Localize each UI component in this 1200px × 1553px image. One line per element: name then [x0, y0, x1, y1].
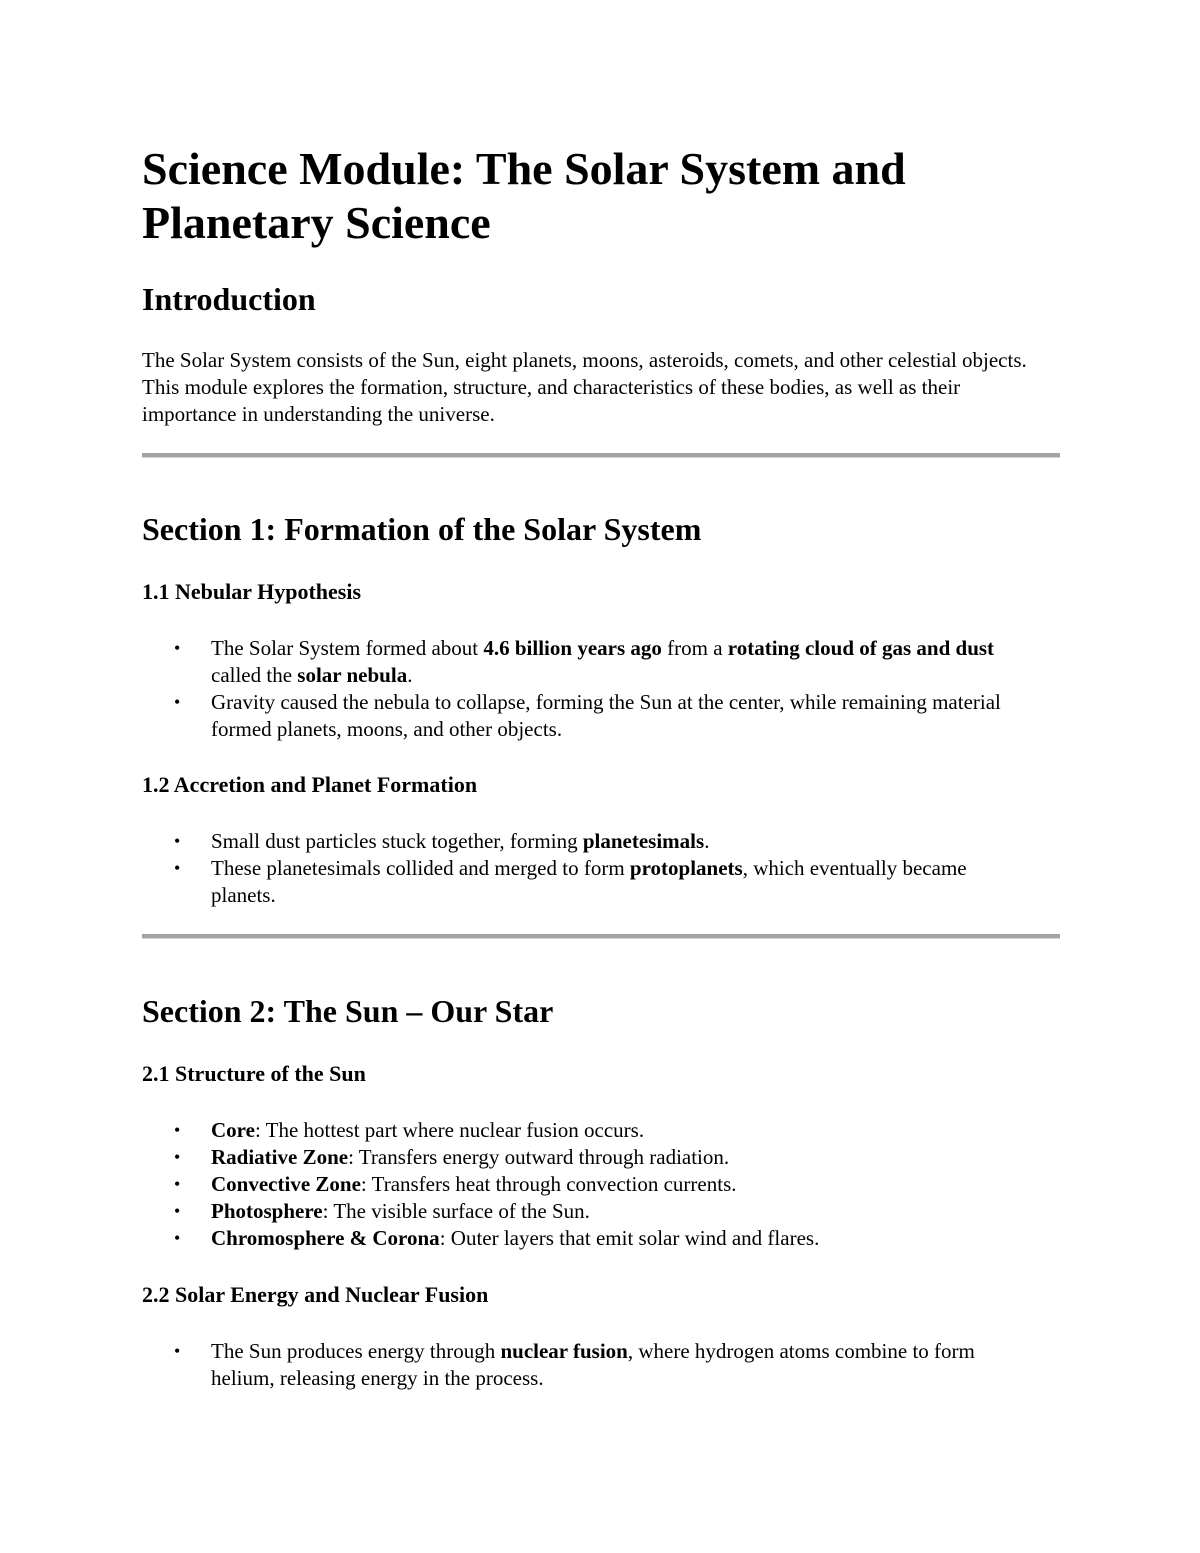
- section-2-heading: Section 2: The Sun – Our Star: [142, 993, 554, 1029]
- bullet-icon: •: [174, 692, 181, 712]
- list-item: • Chromosphere & Corona: Outer layers that emit solar wind and flares.: [174, 1226, 820, 1250]
- subsection-1-1-list: [142, 635, 1060, 743]
- list-item: • Gravity caused the nebula to collapse, forming the Sun at the center, while remaining material formed planets, moons, and other objects.: [174, 690, 1001, 741]
- subsection-2-1-list: [142, 1117, 1060, 1252]
- bullet-icon: •: [174, 1201, 181, 1221]
- list-item: • Core: The hottest part where nuclear fusion occurs.: [174, 1118, 645, 1142]
- bullet-icon: •: [174, 858, 181, 878]
- subsection-1-2-heading: 1.2 Accretion and Planet Formation: [142, 772, 478, 797]
- bullet-icon: •: [174, 1174, 181, 1194]
- subsection-2-2-list: [142, 1338, 1060, 1392]
- bullet-icon: •: [174, 1228, 181, 1248]
- intro-paragraph: The Solar System consists of the Sun, eight planets, moons, asteroids, comets, and other celestial objects. This module explores the formation, structure, and characteristics of these bodies, as well as their importance in understanding the universe.: [142, 348, 1027, 426]
- intro-heading: Introduction: [142, 281, 316, 317]
- list-item: • The Solar System formed about 4.6 billion years ago from a rotating cloud of gas and dust called the solar nebula.: [174, 636, 995, 687]
- subsection-1-1-heading: 1.1 Nebular Hypothesis: [142, 579, 362, 604]
- subsection-2-2-heading: 2.2 Solar Energy and Nuclear Fusion: [142, 1282, 489, 1307]
- bullet-icon: •: [174, 831, 181, 851]
- section-1-heading: Section 1: Formation of the Solar System: [142, 511, 702, 547]
- bullet-icon: •: [174, 638, 181, 658]
- horizontal-rule: [142, 934, 1060, 939]
- list-item: • The Sun produces energy through nuclear fusion, where hydrogen atoms combine to form helium, releasing energy in the process.: [174, 1339, 975, 1390]
- list-item: • Small dust particles stuck together, forming planetesimals.: [174, 829, 710, 853]
- list-item: • Convective Zone: Transfers heat through convection currents.: [174, 1172, 737, 1196]
- list-item: • Photosphere: The visible surface of the Sun.: [174, 1199, 590, 1223]
- list-item: • Radiative Zone: Transfers energy outward through radiation.: [174, 1145, 730, 1169]
- document-title: Science Module: The Solar System and Planetary Science: [142, 143, 906, 248]
- list-item: • These planetesimals collided and merged to form protoplanets, which eventually became planets.: [174, 856, 967, 907]
- bullet-icon: •: [174, 1147, 181, 1167]
- subsection-2-1-heading: 2.1 Structure of the Sun: [142, 1061, 366, 1086]
- bullet-icon: •: [174, 1120, 181, 1140]
- subsection-1-2-list: [142, 828, 1060, 909]
- horizontal-rule: [142, 453, 1060, 458]
- bullet-icon: •: [174, 1341, 181, 1361]
